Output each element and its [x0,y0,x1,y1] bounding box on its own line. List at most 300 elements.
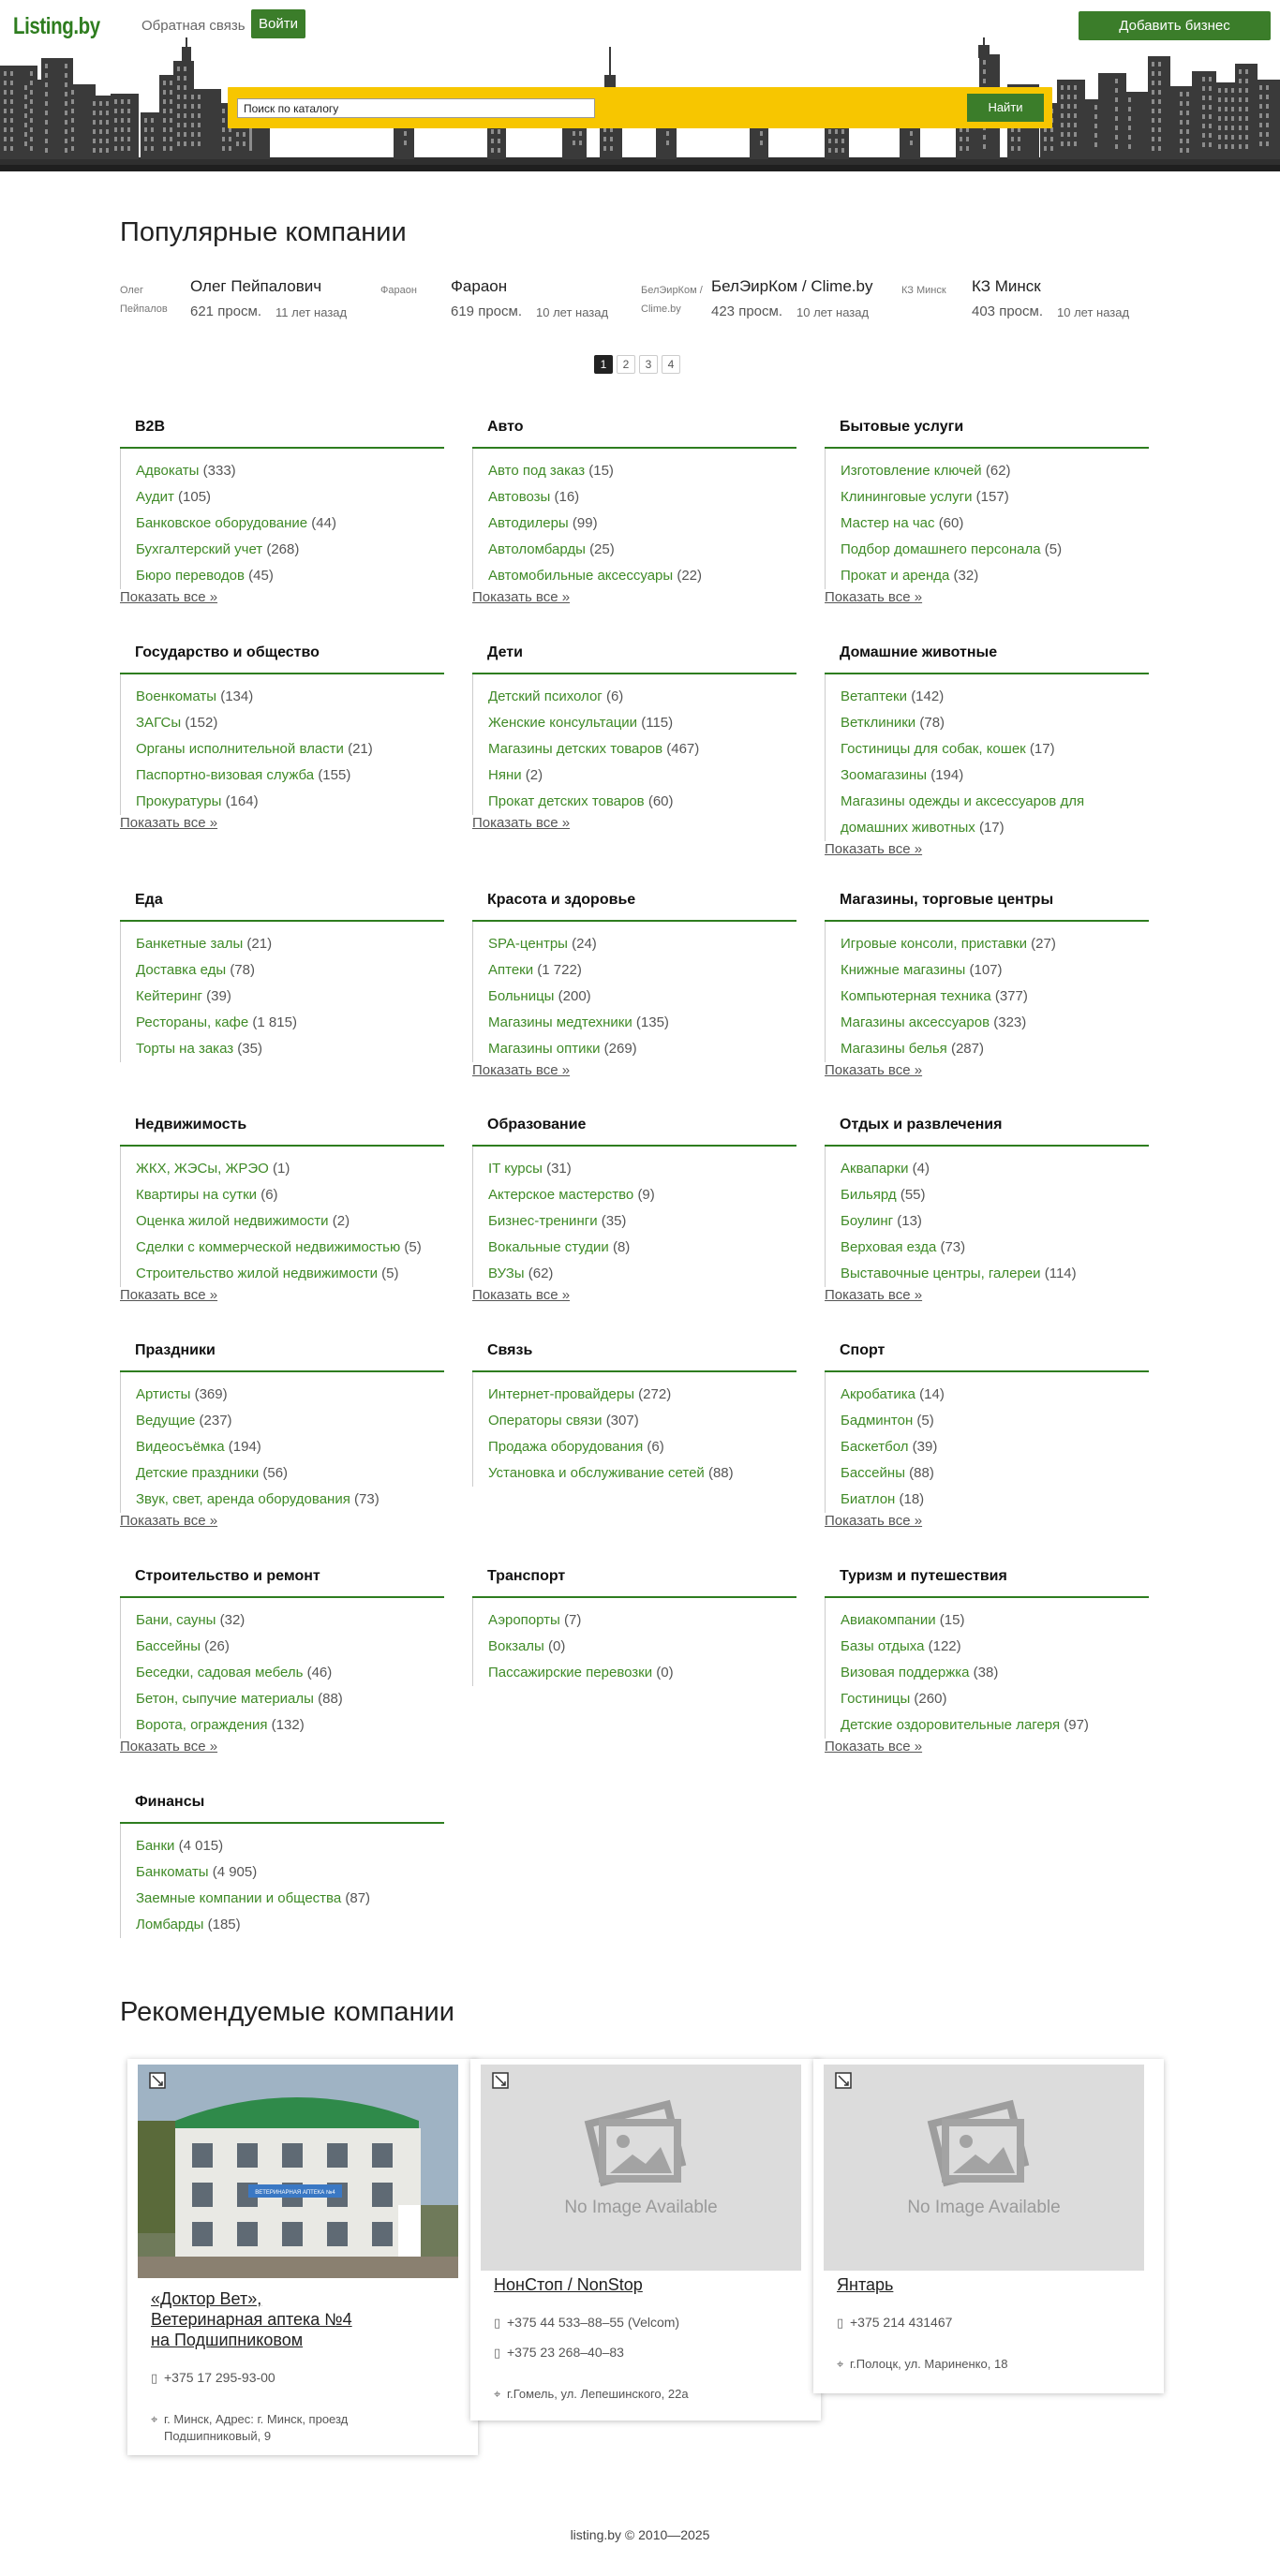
subcategory-link[interactable]: Ворота, ограждения [136,1717,268,1733]
phone-number[interactable]: +375 23 268–40–83 [507,2345,624,2360]
subcategory-count: (114) [1044,1266,1077,1281]
subcategory-link[interactable]: Операторы связи [488,1413,603,1429]
subcategory-count: (60) [938,515,964,531]
subcategory-item [841,1686,1149,1712]
show-all-link[interactable]: Показать все » [825,1287,923,1303]
subcategory-link[interactable]: Бухгалтерский учет [136,541,263,557]
subcategory-count: (194) [930,767,964,783]
page-2-button[interactable]: 2 [617,355,635,374]
subcategory-link[interactable]: Акробатика [841,1386,915,1402]
show-all-link[interactable]: Показать все » [472,1062,571,1078]
subcategory-list [825,1598,1149,1739]
subcategory-list [472,922,796,1062]
page-4-button[interactable]: 4 [662,355,680,374]
category-title[interactable]: Авто [487,419,524,435]
subcategory-item [136,1607,444,1634]
category-title[interactable]: Магазины, торговые центры [840,892,1054,908]
subcategory-item [841,537,1149,563]
subcategory-count: (35) [237,1041,262,1057]
show-all-link[interactable]: Показать все » [120,1513,218,1529]
subcategory-count: (107) [969,962,1003,978]
popular-company-item[interactable] [641,277,894,333]
subcategory-link[interactable]: Детские оздоровительные лагеря [841,1717,1061,1733]
subcategory-item [488,458,796,484]
subcategory-link[interactable]: Органы исполнительной власти [136,741,344,757]
subcategory-link[interactable]: Магазины медтехники [488,1014,633,1030]
subcategory-link[interactable]: Бассейны [136,1638,201,1654]
expand-image-icon[interactable] [490,2070,514,2095]
subcategory-link[interactable]: Адвокаты [136,463,200,479]
subcategory-item [488,1182,796,1208]
recommended-title: Рекомендуемые компании [120,1997,454,2027]
category-title[interactable]: Недвижимость [135,1117,247,1133]
address-line: г.Гомель, ул. Лепешинского, 22а [507,2387,689,2401]
subcategory-count: (44) [311,515,336,531]
subcategory-link[interactable]: Банки [136,1838,175,1854]
subcategory-count: (467) [666,741,700,757]
subcategory-count: (237) [199,1413,232,1429]
subcategory-link[interactable]: Прокат детских товаров [488,793,645,809]
subcategory-list [120,674,444,815]
subcategory-item [841,1487,1149,1513]
subcategory-count: (132) [271,1717,305,1733]
subcategory-count: (6) [260,1187,278,1203]
page-1-button[interactable]: 1 [594,355,613,374]
subcategory-link[interactable]: Продажа оборудования [488,1439,644,1455]
subcategory-count: (18) [899,1491,925,1507]
subcategory-link[interactable]: Банковское оборудование [136,515,308,531]
subcategory-item [841,511,1149,537]
subcategory-count: (39) [206,988,231,1004]
show-all-link[interactable]: Показать все » [120,1287,218,1303]
subcategory-link[interactable]: Биатлон [841,1491,896,1507]
subcategory-count: (46) [306,1665,333,1680]
company-photo[interactable] [481,2065,801,2271]
subcategory-link[interactable]: Кейтеринг [136,988,202,1004]
subcategory-item [488,736,796,762]
subcategory-item [841,563,1149,589]
subcategory-link[interactable]: Магазины детских товаров [488,741,663,757]
subcategory-count: (78) [919,715,945,731]
subcategory-list [120,449,444,589]
subcategory-link[interactable]: Военкоматы [136,688,217,704]
category-title[interactable]: Домашние животные [840,644,998,660]
popular-company-item[interactable] [120,277,373,333]
subcategory-link[interactable]: Артисты [136,1386,191,1402]
subcategory-link[interactable]: Видеосъёмка [136,1439,225,1455]
subcategory-item [488,957,796,984]
category-title[interactable]: Спорт [840,1342,886,1358]
subcategory-link[interactable]: Оценка жилой недвижимости [136,1213,329,1229]
subcategory-link[interactable]: Автовозы [488,489,551,505]
phone-icon: ▯ [494,2316,501,2330]
subcategory-count: (5) [1044,541,1063,557]
subcategory-link[interactable]: Прокат и аренда [841,568,950,584]
subcategory-link[interactable]: Ветклиники [841,715,916,731]
subcategory-link[interactable]: Книжные магазины [841,962,966,978]
show-all-link[interactable]: Показать все » [825,1062,923,1078]
subcategory-link[interactable]: ЖКХ, ЖЭСы, ЖРЭО [136,1161,269,1177]
subcategory-link[interactable]: Авиакомпании [841,1612,936,1628]
subcategory-count: (377) [994,988,1028,1004]
login-button[interactable]: Войти [251,9,305,38]
recommended-company-card[interactable] [127,2059,478,2455]
subcategory-count: (185) [207,1917,241,1932]
subcategory-item [488,1460,796,1487]
company-thumbnail[interactable] [380,281,444,333]
subcategory-link[interactable]: Бизнес-тренинги [488,1213,598,1229]
subcategory-item [488,931,796,957]
subcategory-link[interactable]: Банкоматы [136,1864,209,1880]
subcategory-item [136,1460,444,1487]
category-title[interactable]: Образование [487,1117,587,1133]
phone-number[interactable]: +375 17 295-93-00 [164,2370,275,2385]
subcategory-count: (5) [916,1413,934,1429]
subcategory-link[interactable]: Гостиницы [841,1691,911,1707]
subcategory-link[interactable]: Сделки с коммерческой недвижимостью [136,1239,401,1255]
subcategory-link[interactable]: Базы отдыха [841,1638,925,1654]
subcategory-count: (99) [572,515,598,531]
category-title[interactable]: Финансы [135,1794,205,1810]
subcategory-count: (157) [975,489,1009,505]
subcategory-item [488,789,796,815]
building-photo [138,2065,458,2278]
recommended-company-card[interactable] [470,2059,821,2421]
subcategory-link[interactable]: ВУЗы [488,1266,525,1281]
subcategory-item [136,1261,444,1287]
subcategory-link[interactable]: Заемные компании и общества [136,1890,342,1906]
subcategory-link[interactable]: Беседки, садовая мебель [136,1665,304,1680]
show-all-link[interactable]: Показать все » [825,1739,923,1754]
company-phone[interactable] [494,2314,679,2332]
subcategory-count: (5) [404,1239,422,1255]
subcategory-count: (287) [950,1041,984,1057]
subcategory-link[interactable]: ЗАГСы [136,715,182,731]
subcategory-count: (260) [914,1691,947,1707]
company-name[interactable]: БелЭирКом / Clime.by [711,277,873,295]
subcategory-link[interactable]: Торты на заказ [136,1041,234,1057]
subcategory-count: (27) [1031,936,1056,952]
subcategory-link[interactable]: Ветаптеки [841,688,908,704]
subcategory-list [825,922,1149,1062]
no-image-text: No Image Available [564,2198,718,2217]
subcategory-link[interactable]: Магазины оптики [488,1041,601,1057]
subcategory-link[interactable]: Актерское мастерство [488,1187,634,1203]
subcategory-link[interactable]: Бюро переводов [136,568,245,584]
subcategory-item [488,511,796,537]
subcategory-item [136,1859,444,1886]
subcategory-count: (115) [641,715,674,731]
subcategory-item [841,1235,1149,1261]
subcategory-count: (22) [677,568,703,584]
subcategory-item [136,984,444,1010]
company-added-ago: 10 лет назад [796,305,870,319]
subcategory-link[interactable]: Боулинг [841,1213,894,1229]
subcategory-link[interactable]: Рестораны, кафе [136,1014,249,1030]
subcategory-item [136,1382,444,1408]
subcategory-link[interactable]: Магазины аксессуаров [841,1014,990,1030]
category-title[interactable]: Красота и здоровье [487,892,636,908]
subcategory-link[interactable]: Банкетные залы [136,936,244,952]
subcategory-count: (13) [897,1213,922,1229]
company-address [151,2411,348,2445]
subcategory-item [136,537,444,563]
subcategory-link[interactable]: Женские консультации [488,715,638,731]
subcategory-count: (4 015) [178,1838,224,1854]
subcategory-count: (333) [202,463,236,479]
top-bar [0,0,1280,49]
subcategory-item [841,1634,1149,1660]
subcategory-link[interactable]: Звук, свет, аренда оборудования [136,1491,350,1507]
category-title[interactable]: Туризм и путешествия [840,1568,1007,1584]
company-name[interactable]: КЗ Минск [972,277,1041,295]
subcategory-link[interactable]: Строительство жилой недвижимости [136,1266,378,1281]
subcategory-link[interactable]: Паспортно-визовая служба [136,767,315,783]
subcategory-link[interactable]: Аптеки [488,962,534,978]
subcategory-link[interactable]: Аэропорты [488,1612,560,1628]
company-added-ago: 10 лет назад [1057,305,1130,319]
subcategory-count: (152) [185,715,218,731]
subcategory-count: (97) [1064,1717,1089,1733]
popular-company-item[interactable] [380,277,633,333]
popular-company-item[interactable] [901,277,1154,333]
subcategory-link[interactable]: Бассейны [841,1465,905,1481]
show-all-link[interactable]: Показать все » [825,589,923,605]
subcategory-link[interactable]: Ломбарды [136,1917,204,1932]
show-all-link[interactable]: Показать все » [472,1287,571,1303]
subcategory-count: (88) [707,1465,734,1481]
subcategory-link[interactable]: Детские праздники [136,1465,260,1481]
subcategory-link[interactable]: Подбор домашнего персонала [841,541,1041,557]
company-name-line[interactable]: Янтарь [837,2275,894,2294]
company-phone[interactable] [837,2314,952,2332]
category-title[interactable]: Еда [135,892,163,908]
recommended-company-name[interactable] [151,2288,352,2350]
phone-number[interactable]: +375 214 431467 [850,2315,953,2330]
recommended-company-name[interactable] [837,2274,893,2295]
subcategory-item [136,458,444,484]
show-all-link[interactable]: Показать все » [825,1513,923,1529]
subcategory-item [841,710,1149,736]
company-thumbnail[interactable] [641,281,705,333]
category-title[interactable]: B2B [135,419,166,435]
subcategory-item [488,1235,796,1261]
subcategory-item [488,984,796,1010]
subcategory-count: (14) [919,1386,945,1402]
subcategory-item [136,1036,444,1062]
search-button[interactable]: Найти [967,94,1044,122]
subcategory-item [136,484,444,511]
subcategory-link[interactable]: Ведущие [136,1413,196,1429]
subcategory-link[interactable]: Больницы [488,988,555,1004]
subcategory-link[interactable]: Вокзалы [488,1638,544,1654]
subcategory-link[interactable]: Пассажирские перевозки [488,1665,653,1680]
subcategory-item [488,1208,796,1235]
feedback-link[interactable]: Обратная связь [141,18,246,34]
search-bar [228,87,1052,128]
show-all-link[interactable]: Показать все » [120,1739,218,1754]
site-header [0,0,1280,171]
subcategory-item [841,762,1149,789]
subcategory-link[interactable]: Аудит [136,489,174,505]
subcategory-link[interactable]: Визовая поддержка [841,1665,970,1680]
subcategory-item [841,684,1149,710]
subcategory-item [136,1912,444,1938]
photo-sign-text: ВЕТЕРИНАРНАЯ АПТЕКА №4 [255,2190,335,2196]
subcategory-count: (135) [635,1014,669,1030]
company-name-line[interactable]: НонСтоп / NonStop [494,2275,643,2294]
company-name-line[interactable]: на Подшипниковом [151,2331,304,2349]
subcategory-link[interactable]: Изготовление ключей [841,463,982,479]
subcategory-link[interactable]: Магазины белья [841,1041,947,1057]
company-name[interactable]: Олег Пейпалович [190,277,322,295]
subcategory-link[interactable]: Авто под заказ [488,463,586,479]
broken-image-alt: Олег Пейпалов [120,285,168,315]
category-title[interactable]: Связь [487,1342,533,1358]
subcategory-list [472,449,796,589]
subcategory-count: (200) [558,988,591,1004]
subcategory-count: (24) [572,936,597,952]
category-title[interactable]: Отдых и развлечения [840,1117,1003,1133]
subcategory-item [488,1434,796,1460]
subcategory-link[interactable]: Компьютерная техника [841,988,991,1004]
location-pin-icon: ⌖ [151,2412,158,2426]
subcategory-count: (307) [605,1413,639,1429]
subcategory-link[interactable]: Автомобильные аксессуары [488,568,674,584]
subcategory-link[interactable]: SPA-центры [488,936,568,952]
subcategory-count: (272) [638,1386,672,1402]
subcategory-link[interactable]: Игровые консоли, приставки [841,936,1027,952]
subcategory-link[interactable]: Прокуратуры [136,793,222,809]
subcategory-link[interactable]: Вокальные студии [488,1239,609,1255]
subcategory-link[interactable]: IT курсы [488,1161,543,1177]
subcategory-link[interactable]: Детский психолог [488,688,603,704]
company-thumbnail[interactable] [901,281,965,333]
location-pin-icon: ⌖ [837,2357,844,2371]
add-business-button[interactable]: Добавить бизнес [1079,11,1271,40]
phone-icon: ▯ [494,2346,501,2360]
subcategory-count: (2) [332,1213,350,1229]
subcategory-link[interactable]: Автоломбарды [488,541,586,557]
phone-number[interactable]: +375 44 533–88–55 (Velcom) [507,2315,680,2330]
recommended-company-card[interactable] [813,2059,1164,2393]
company-photo[interactable] [138,2065,458,2278]
subcategory-link[interactable]: Зоомагазины [841,767,928,783]
page-3-button[interactable]: 3 [639,355,658,374]
subcategory-link[interactable]: Автодилеры [488,515,569,531]
category-title[interactable]: Бытовые услуги [840,419,964,435]
subcategory-link[interactable]: Магазины одежды и аксессуаров для домашних животных [841,793,1085,836]
subcategory-item [488,762,796,789]
subcategory-item [488,1382,796,1408]
subcategory-link[interactable]: Мастер на час [841,515,935,531]
subcategory-item [841,1607,1149,1634]
subcategory-link[interactable]: Интернет-провайдеры [488,1386,634,1402]
subcategory-count: (4) [912,1161,930,1177]
subcategory-count: (7) [563,1612,582,1628]
subcategory-item [841,984,1149,1010]
subcategory-link[interactable]: Баскетбол [841,1439,909,1455]
subcategory-link[interactable]: Верховая езда [841,1239,937,1255]
subcategory-link[interactable]: Бани, сауны [136,1612,216,1628]
popular-title: Популярные компании [120,217,407,247]
company-name-line[interactable]: Ветеринарная аптека №4 [151,2310,352,2329]
expand-image-icon[interactable] [833,2070,857,2095]
show-all-link[interactable]: Показать все » [120,815,218,831]
subcategory-link[interactable]: Установка и обслуживание сетей [488,1465,705,1481]
subcategory-link[interactable]: Аквапарки [841,1161,909,1177]
subcategory-link[interactable]: Бадминтон [841,1413,914,1429]
subcategory-item [136,1208,444,1235]
category-title[interactable]: Дети [487,644,523,660]
subcategory-link[interactable]: Няни [488,767,522,783]
subcategory-list [120,1147,444,1287]
search-input[interactable] [237,98,595,118]
category-title[interactable]: Праздники [135,1342,216,1358]
category-title[interactable]: Государство и общество [135,644,320,660]
subcategory-item [488,1010,796,1036]
show-all-link[interactable]: Показать все » [472,589,571,605]
subcategory-list [120,1372,444,1513]
subcategory-item [841,1208,1149,1235]
show-all-link[interactable]: Показать все » [120,589,218,605]
subcategory-item [841,1156,1149,1182]
category-title[interactable]: Строительство и ремонт [135,1568,320,1584]
subcategory-item [841,931,1149,957]
subcategory-count: (268) [266,541,300,557]
subcategory-count: (78) [230,962,255,978]
subcategory-item [136,1010,444,1036]
company-photo[interactable] [824,2065,1144,2271]
subcategory-item [488,1607,796,1634]
show-all-link[interactable]: Показать все » [825,841,923,857]
subcategory-count: (38) [973,1665,999,1680]
subcategory-item [488,1408,796,1434]
subcategory-count: (45) [248,568,274,584]
company-thumbnail[interactable] [120,281,184,333]
subcategory-count: (2) [525,767,543,783]
subcategory-item [136,762,444,789]
category-title[interactable]: Транспорт [487,1568,566,1584]
show-all-link[interactable]: Показать все » [472,815,571,831]
subcategory-item [488,1036,796,1062]
subcategory-count: (39) [912,1439,938,1455]
company-added-ago: 10 лет назад [536,305,609,319]
subcategory-link[interactable]: Квартиры на сутки [136,1187,258,1203]
company-phone[interactable] [151,2369,275,2387]
subcategory-link[interactable]: Доставка еды [136,962,227,978]
recommended-company-name[interactable] [494,2274,643,2295]
subcategory-item [136,1235,444,1261]
subcategory-count: (194) [228,1439,261,1455]
subcategory-link[interactable]: Клининговые услуги [841,489,973,505]
company-phone[interactable] [494,2344,624,2361]
subcategory-count: (8) [612,1239,631,1255]
subcategory-link[interactable]: Выставочные центры, галереи [841,1266,1041,1281]
subcategory-count: (32) [219,1612,246,1628]
subcategory-count: (62) [528,1266,554,1281]
expand-image-icon[interactable] [147,2070,171,2095]
subcategory-link[interactable]: Бильярд [841,1187,897,1203]
subcategory-item [136,1712,444,1739]
no-image-text: No Image Available [907,2198,1061,2217]
site-logo[interactable]: Listing.by [13,13,100,39]
company-name-line[interactable]: «Доктор Вет», [151,2289,262,2308]
subcategory-link[interactable]: Бетон, сыпучие материалы [136,1691,314,1707]
company-name[interactable]: Фараон [451,277,508,295]
subcategory-link[interactable]: Гостиницы для собак, кошек [841,741,1026,757]
subcategory-count: (60) [647,793,674,809]
